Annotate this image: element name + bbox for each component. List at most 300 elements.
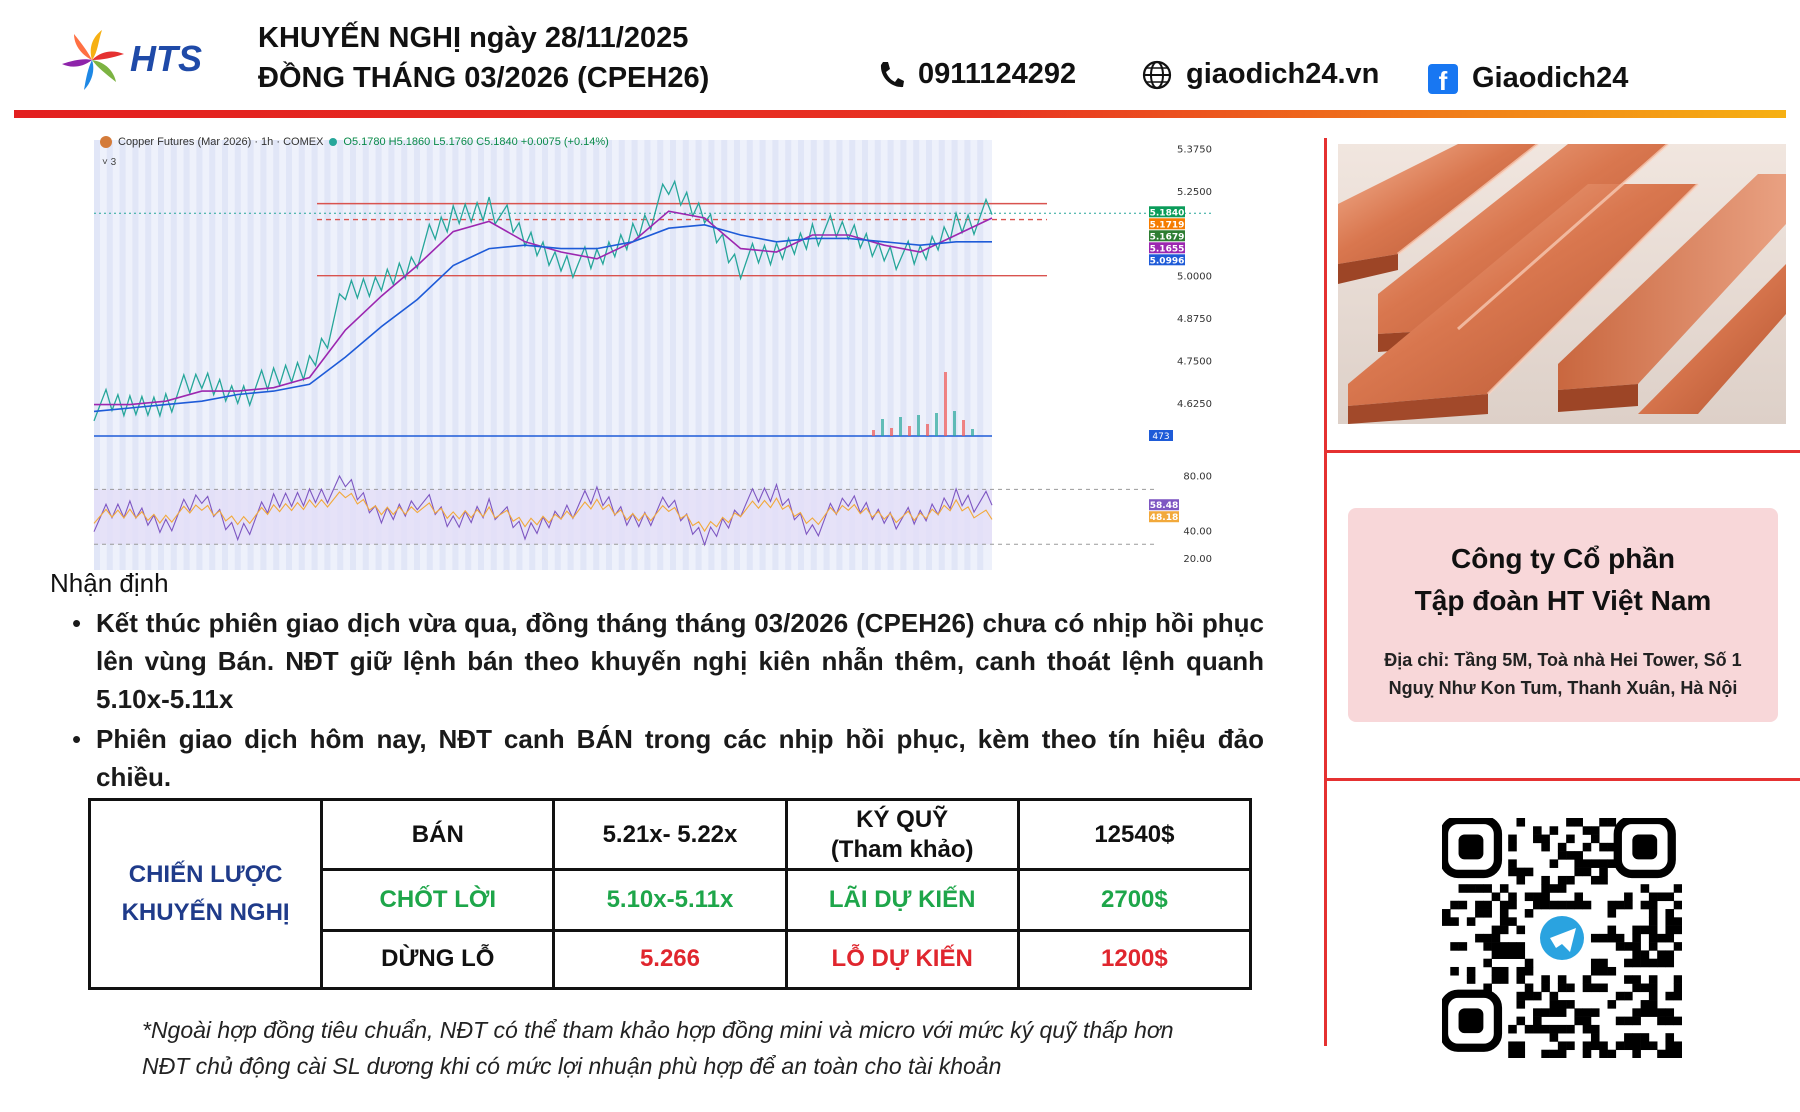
qr-module — [1558, 1000, 1567, 1009]
copper-symbol-icon — [100, 136, 112, 148]
qr-module — [1533, 1017, 1542, 1026]
qr-module — [1641, 1041, 1650, 1050]
company-name — [1348, 538, 1778, 622]
chart-symbol: Copper Futures (Mar 2026) · 1h · COMEX — [118, 136, 324, 148]
qr-module — [1624, 892, 1633, 901]
website-link[interactable]: giaodich24.vn — [1186, 58, 1380, 90]
phone-icon — [878, 60, 904, 90]
qr-module — [1525, 992, 1534, 1001]
qr-module — [1516, 1041, 1525, 1050]
qr-module — [1541, 835, 1550, 844]
qr-module — [1558, 843, 1567, 852]
qr-module — [1450, 967, 1459, 976]
qr-module — [1558, 884, 1567, 893]
volume-bar — [872, 430, 875, 436]
qr-module — [1550, 1033, 1559, 1042]
qr-module — [1608, 967, 1617, 976]
qr-module — [1467, 884, 1476, 893]
y-tick-label: 4.8750 — [1177, 314, 1212, 326]
qr-module — [1591, 835, 1600, 844]
qr-module — [1599, 1050, 1608, 1058]
margin-label-line: KÝ QUỸ — [856, 805, 949, 833]
qr-module — [1492, 950, 1501, 959]
take-profit-price: 5.10x-5.11x — [554, 870, 786, 930]
qr-module — [1657, 892, 1666, 901]
qr-module — [1665, 917, 1674, 926]
volume-bar — [881, 419, 884, 436]
website-contact[interactable] — [1142, 58, 1379, 91]
qr-module — [1483, 884, 1492, 893]
qr-module — [1516, 1050, 1525, 1058]
volume-bar — [917, 415, 920, 436]
qr-module — [1574, 818, 1583, 827]
qr-module — [1566, 835, 1575, 844]
qr-module — [1632, 1041, 1641, 1050]
qr-module — [1599, 876, 1608, 885]
qr-module — [1508, 859, 1517, 868]
company-card — [1348, 508, 1778, 722]
qr-module — [1525, 984, 1534, 993]
qr-module — [1616, 901, 1625, 910]
qr-module — [1541, 984, 1550, 993]
qr-module — [1674, 884, 1682, 893]
qr-module — [1475, 901, 1484, 910]
qr-module — [1632, 934, 1641, 943]
qr-module — [1558, 1041, 1567, 1050]
qr-finder-center — [1632, 835, 1657, 860]
price-tag-label: 5.1840 — [1149, 208, 1185, 219]
qr-module — [1674, 984, 1682, 993]
qr-module — [1599, 1041, 1608, 1050]
qr-module — [1674, 1050, 1682, 1058]
qr-module — [1649, 909, 1658, 918]
qr-module — [1649, 1000, 1658, 1009]
qr-module — [1566, 1025, 1575, 1034]
phone-contact[interactable] — [878, 58, 1076, 91]
qr-module — [1525, 959, 1534, 968]
qr-module — [1583, 901, 1592, 910]
volume-bar — [962, 420, 965, 436]
qr-module — [1541, 892, 1550, 901]
qr-module — [1516, 876, 1525, 885]
qr-module — [1525, 892, 1534, 901]
expected-profit-label: LÃI DỰ KIẾN — [786, 870, 1018, 930]
price-tag-label: 5.1655 — [1149, 244, 1185, 255]
qr-module — [1516, 992, 1525, 1001]
y-tick-label: 5.2500 — [1177, 186, 1212, 198]
qr-module — [1516, 950, 1525, 959]
qr-module — [1566, 818, 1575, 827]
qr-module — [1459, 942, 1468, 951]
qr-module — [1492, 926, 1501, 935]
copper-bars-image — [1338, 144, 1786, 424]
qr-module — [1674, 942, 1682, 951]
qr-module — [1641, 1033, 1650, 1042]
qr-module — [1665, 1008, 1674, 1017]
qr-module — [1608, 926, 1617, 935]
qr-module — [1583, 1041, 1592, 1050]
qr-module — [1525, 1025, 1534, 1034]
volume-bar — [953, 411, 956, 436]
strategy-table — [88, 798, 1252, 990]
qr-module — [1657, 1017, 1666, 1026]
analysis-list — [72, 604, 1264, 798]
qr-module — [1492, 934, 1501, 943]
qr-module — [1483, 942, 1492, 951]
qr-module — [1632, 942, 1641, 951]
qr-module — [1649, 992, 1658, 1001]
qr-module — [1649, 934, 1658, 943]
phone-number[interactable]: 0911124292 — [918, 58, 1077, 90]
qr-module — [1665, 1033, 1674, 1042]
qr-module — [1599, 859, 1608, 868]
qr-module — [1632, 1033, 1641, 1042]
qr-module — [1632, 975, 1641, 984]
footnote — [142, 1012, 1174, 1084]
qr-module — [1492, 892, 1501, 901]
qr-module — [1608, 818, 1617, 827]
qr-module — [1591, 1033, 1600, 1042]
qr-module — [1475, 909, 1484, 918]
qr-finder-center — [1459, 835, 1484, 860]
y-tick-label: 4.7500 — [1177, 356, 1212, 368]
qr-module — [1550, 859, 1559, 868]
qr-module — [1508, 1025, 1517, 1034]
chart-indicator-toggle[interactable]: ˅ 3 — [102, 157, 117, 168]
qr-module — [1533, 1008, 1542, 1017]
stop-loss-price: 5.266 — [554, 930, 786, 988]
header-divider — [14, 110, 1786, 118]
qr-module — [1608, 934, 1617, 943]
qr-module — [1599, 984, 1608, 993]
facebook-icon: f — [1428, 64, 1458, 94]
qr-module — [1459, 884, 1468, 893]
footnote-line: *Ngoài hợp đồng tiêu chuẩn, NĐT có thể tham khảo hợp đồng mini và micro với mức ký quỹ thấp hơn — [142, 1017, 1174, 1043]
y-tick-label: 80.00 — [1183, 471, 1212, 483]
qr-module — [1608, 1050, 1617, 1058]
qr-module — [1550, 992, 1559, 1001]
chart-canvas — [92, 130, 1252, 570]
qr-module — [1583, 859, 1592, 868]
qr-module — [1665, 992, 1674, 1001]
qr-module — [1483, 909, 1492, 918]
qr-module — [1500, 950, 1509, 959]
table-row — [90, 800, 1251, 870]
qr-module — [1492, 942, 1501, 951]
sell-action: BÁN — [322, 800, 554, 870]
qr-module — [1591, 876, 1600, 885]
qr-module — [1533, 992, 1542, 1001]
qr-module — [1624, 942, 1633, 951]
qr-module — [1500, 942, 1509, 951]
qr-finder-center — [1459, 1008, 1484, 1033]
volume-bar — [890, 428, 893, 436]
y-tick-label: 20.00 — [1183, 554, 1212, 565]
qr-module — [1649, 926, 1658, 935]
qr-module — [1550, 826, 1559, 835]
company-address — [1348, 646, 1778, 702]
price-tag-label: 5.1679 — [1149, 232, 1185, 243]
volume-bar — [944, 372, 947, 436]
qr-module — [1632, 950, 1641, 959]
qr-module — [1649, 901, 1658, 910]
qr-module — [1632, 959, 1641, 968]
take-profit-action: CHỐT LỜI — [322, 870, 554, 930]
oscillator-tag-label: 58.48 — [1149, 501, 1179, 512]
qr-module — [1641, 926, 1650, 935]
qr-module — [1616, 942, 1625, 951]
column-divider — [1324, 138, 1327, 1046]
qr-module — [1516, 926, 1525, 935]
qr-module — [1591, 959, 1600, 968]
qr-module — [1641, 1000, 1650, 1009]
qr-module — [1591, 1008, 1600, 1017]
qr-module — [1665, 934, 1674, 943]
qr-module — [1574, 868, 1583, 877]
qr-module — [1558, 975, 1567, 984]
qr-module — [1591, 1041, 1600, 1050]
expected-profit-amount: 2700$ — [1018, 870, 1250, 930]
qr-module — [1450, 901, 1459, 910]
qr-module — [1665, 959, 1674, 968]
qr-module — [1674, 992, 1682, 1001]
qr-module — [1608, 901, 1617, 910]
price-tag-label: 5.0996 — [1149, 256, 1185, 267]
qr-module — [1665, 1050, 1674, 1058]
qr-module — [1558, 901, 1567, 910]
qr-module — [1500, 926, 1509, 935]
qr-module — [1674, 917, 1682, 926]
qr-module — [1500, 901, 1509, 910]
qr-module — [1500, 917, 1509, 926]
qr-module — [1541, 1050, 1550, 1058]
section-divider — [1324, 450, 1800, 453]
qr-module — [1558, 984, 1567, 993]
oscillator-tag-label: 48.18 — [1149, 513, 1179, 524]
y-tick-label: 5.0000 — [1177, 271, 1212, 283]
chart-caption — [100, 136, 609, 148]
qr-module — [1500, 909, 1509, 918]
qr-module — [1558, 1050, 1567, 1058]
qr-module — [1525, 868, 1534, 877]
qr-module — [1641, 1008, 1650, 1017]
qr-module — [1583, 843, 1592, 852]
qr-module — [1583, 826, 1592, 835]
qr-module — [1616, 934, 1625, 943]
qr-module — [1599, 934, 1608, 943]
qr-module — [1550, 1008, 1559, 1017]
qr-module — [1665, 950, 1674, 959]
qr-module — [1591, 984, 1600, 993]
qr-module — [1624, 1041, 1633, 1050]
qr-module — [1624, 1033, 1633, 1042]
qr-module — [1649, 942, 1658, 951]
qr-module — [1450, 942, 1459, 951]
qr-module — [1583, 1008, 1592, 1017]
qr-module — [1657, 1008, 1666, 1017]
qr-module — [1508, 835, 1517, 844]
qr-module — [1566, 1041, 1575, 1050]
qr-module — [1583, 1050, 1592, 1058]
qr-module — [1591, 934, 1600, 943]
qr-module — [1566, 1000, 1575, 1009]
chart-ohlc: O5.1780 H5.1860 L5.1760 C5.1840 +0.0075 (+0.14%) — [343, 136, 609, 148]
facebook-contact[interactable] — [1428, 62, 1628, 95]
qr-module — [1541, 901, 1550, 910]
qr-module — [1442, 909, 1451, 918]
volume-bar — [908, 426, 911, 436]
qr-module — [1624, 901, 1633, 910]
market-status-icon — [329, 138, 337, 146]
qr-module — [1533, 826, 1542, 835]
volume-bar — [926, 424, 929, 436]
margin-amount: 12540$ — [1018, 800, 1250, 870]
hts-logo — [60, 22, 210, 98]
qr-module — [1657, 959, 1666, 968]
qr-module — [1533, 901, 1542, 910]
qr-module — [1674, 975, 1682, 984]
qr-module — [1442, 917, 1451, 926]
qr-module — [1558, 1025, 1567, 1034]
qr-module — [1541, 843, 1550, 852]
qr-module — [1616, 992, 1625, 1001]
qr-module — [1558, 1008, 1567, 1017]
analysis-bullet: • Kết thúc phiên giao dịch vừa qua, đồng tháng tháng 03/2026 (CPEH26) chưa có nhịp hồi phục lên vùng Bán. NĐT giữ lệnh bán theo khuyến nghị kiên nhẫn thêm, canh thoát lệnh quanh 5.10x-5.11x — [72, 604, 1264, 718]
facebook-link[interactable]: Giaodich24 — [1472, 62, 1629, 94]
qr-module — [1583, 868, 1592, 877]
qr-module — [1508, 868, 1517, 877]
margin-label — [786, 800, 1018, 870]
qr-module — [1649, 1041, 1658, 1050]
company-name-line: Tập đoàn HT Việt Nam — [1414, 585, 1712, 616]
qr-module — [1483, 901, 1492, 910]
qr-module — [1467, 975, 1476, 984]
qr-module — [1649, 1008, 1658, 1017]
qr-module — [1516, 1000, 1525, 1009]
qr-module — [1632, 1050, 1641, 1058]
qr-module — [1516, 868, 1525, 877]
qr-module — [1624, 1017, 1633, 1026]
qr-module — [1508, 1041, 1517, 1050]
strategy-label-line: CHIẾN LƯỢC — [128, 861, 283, 888]
qr-module — [1516, 1017, 1525, 1026]
qr-module — [1674, 901, 1682, 910]
qr-module — [1583, 1017, 1592, 1026]
qr-module — [1657, 1050, 1666, 1058]
qr-module — [1632, 1008, 1641, 1017]
qr-module — [1516, 975, 1525, 984]
qr-module — [1632, 926, 1641, 935]
qr-module — [1541, 884, 1550, 893]
qr-module — [1649, 959, 1658, 968]
y-tick-label: 4.6250 — [1177, 398, 1212, 410]
strategy-label — [90, 800, 322, 989]
qr-module — [1525, 967, 1534, 976]
qr-module — [1516, 967, 1525, 976]
qr-module — [1566, 876, 1575, 885]
qr-module — [1574, 892, 1583, 901]
qr-module — [1558, 876, 1567, 885]
qr-module — [1574, 1008, 1583, 1017]
qr-module — [1508, 1050, 1517, 1058]
volume-bar — [971, 429, 974, 436]
qr-module — [1550, 1050, 1559, 1058]
qr-module — [1632, 984, 1641, 993]
qr-module — [1632, 1017, 1641, 1026]
qr-module — [1475, 884, 1484, 893]
analysis-title: Nhận định — [50, 568, 169, 598]
y-tick-label: 40.00 — [1183, 526, 1212, 538]
qr-module — [1541, 1025, 1550, 1034]
company-address-line: Nguỵ Như Kon Tum, Thanh Xuân, Hà Nội — [1388, 678, 1738, 698]
qr-module — [1599, 868, 1608, 877]
qr-module — [1624, 975, 1633, 984]
stop-loss-action: DỪNG LỖ — [322, 930, 554, 988]
qr-module — [1599, 843, 1608, 852]
qr-module — [1574, 1017, 1583, 1026]
page-title: KHUYẾN NGHỊ ngày 28/11/2025 — [258, 22, 689, 54]
qr-module — [1492, 967, 1501, 976]
qr-module — [1541, 975, 1550, 984]
globe-icon — [1142, 60, 1172, 90]
pinwheel-logo-icon — [60, 22, 130, 98]
qr-module — [1657, 950, 1666, 959]
analysis-bullet: • Phiên giao dịch hôm nay, NĐT canh BÁN trong các nhịp hồi phục, kèm theo tín hiệu đảo chiều. — [72, 720, 1264, 796]
qr-module — [1500, 975, 1509, 984]
qr-module — [1649, 892, 1658, 901]
qr-module — [1641, 884, 1650, 893]
qr-module — [1665, 909, 1674, 918]
qr-module — [1649, 975, 1658, 984]
sell-price: 5.21x- 5.22x — [554, 800, 786, 870]
qr-module — [1550, 884, 1559, 893]
qr-module — [1508, 942, 1517, 951]
qr-module — [1508, 843, 1517, 852]
qr-module — [1641, 959, 1650, 968]
qr-module — [1649, 917, 1658, 926]
qr-module — [1566, 901, 1575, 910]
qr-module — [1533, 1025, 1542, 1034]
qr-module — [1599, 818, 1608, 827]
qr-module — [1508, 901, 1517, 910]
qr-module — [1508, 950, 1517, 959]
chart-indicator-count: 3 — [110, 157, 117, 168]
qr-module — [1533, 835, 1542, 844]
qr-module — [1599, 959, 1608, 968]
price-tag-label: 5.1719 — [1149, 220, 1185, 231]
volume-bar — [935, 413, 938, 436]
qr-module — [1533, 892, 1542, 901]
qr-module — [1583, 1025, 1592, 1034]
qr-module — [1616, 1041, 1625, 1050]
qr-module — [1550, 1025, 1559, 1034]
qr-module — [1459, 901, 1468, 910]
qr-module — [1591, 859, 1600, 868]
qr-code[interactable] — [1442, 818, 1682, 1058]
qr-module — [1624, 959, 1633, 968]
volume-tag-label: 473 — [1152, 432, 1170, 442]
qr-module — [1608, 1000, 1617, 1009]
qr-module — [1516, 942, 1525, 951]
price-chart — [92, 130, 1252, 570]
qr-module — [1674, 926, 1682, 935]
qr-module — [1574, 901, 1583, 910]
qr-module — [1665, 1017, 1674, 1026]
strategy-label-line: KHUYẾN NGHỊ — [121, 899, 290, 926]
qr-module — [1467, 967, 1476, 976]
qr-module — [1467, 917, 1476, 926]
qr-module — [1483, 934, 1492, 943]
